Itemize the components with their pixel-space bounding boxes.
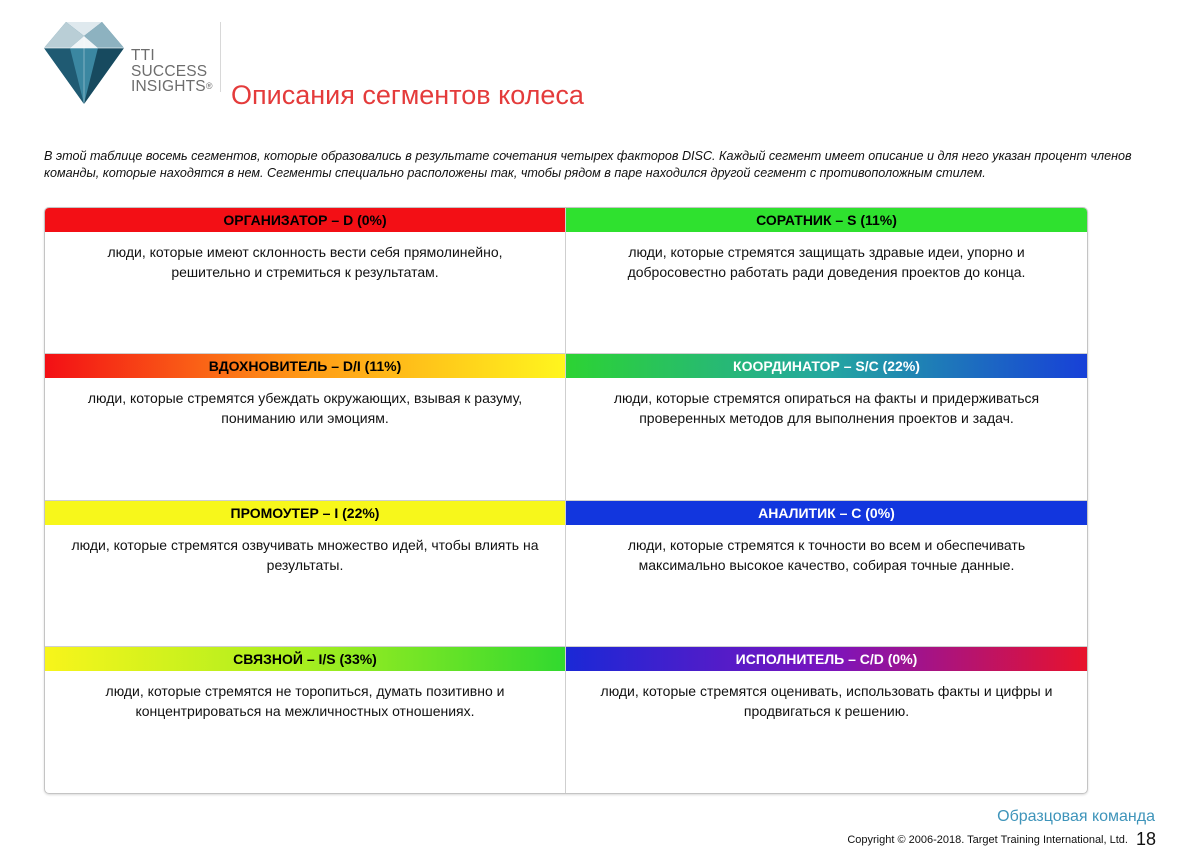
copyright-text: Copyright © 2006-2018. Target Training International, Ltd. [847, 834, 1128, 846]
segment-header: КООРДИНАТОР – S/C (22%) [566, 354, 1087, 378]
segment-header: ВДОХНОВИТЕЛЬ – D/I (11%) [45, 354, 565, 378]
logo-divider [220, 22, 221, 92]
segment-header: СВЯЗНОЙ – I/S (33%) [45, 647, 565, 671]
segments-table [44, 207, 1088, 794]
segment-coordinator [566, 354, 1087, 500]
segment-description: люди, которые стремятся убеждать окружающих, взывая к разуму, пониманию или эмоциям. [87, 390, 523, 427]
segment-description: люди, которые стремятся защищать здравые идеи, упорно и добросовестно работать ради доведения проектов до конца. [627, 244, 1026, 280]
brand-line-2: SUCCESS [131, 62, 208, 80]
segment-implementor [566, 647, 1087, 793]
segment-inspirer [45, 354, 566, 500]
segment-header: АНАЛИТИК – C (0%) [566, 501, 1087, 525]
segment-promoter [45, 501, 566, 647]
segment-description: люди, которые стремятся оценивать, использовать факты и цифры и продвигаться к решению. [600, 682, 1053, 719]
registered-mark: ® [205, 81, 213, 91]
segment-header: СОРАТНИК – S (11%) [566, 208, 1087, 232]
segment-organizer [45, 208, 566, 354]
segment-supporter [566, 208, 1087, 354]
segment-description: люди, которые стремятся не торопиться, думать позитивно и концентрироваться на межличностных отношениях. [105, 682, 505, 719]
page-number: 18 [1135, 829, 1156, 849]
segment-description: люди, которые стремятся к точности во всем и обеспечивать максимально высокое качество, собирая точные данные. [627, 536, 1026, 573]
segment-description: люди, которые стремятся озвучивать множество идей, чтобы влиять на результаты. [71, 536, 539, 573]
page-title: Описания сегментов колеса [231, 80, 584, 110]
brand-line-3: INSIGHTS [131, 78, 206, 95]
segment-analyzer [566, 501, 1087, 647]
segment-relater [45, 647, 566, 793]
intro-text: В этой таблице восемь сегментов, которые образовались в результате сочетания четырех факторов DISC. Каждый сегмент имеет описание и для него указан процент членов команды, которые находятся в нем. Сегменты специально расположены так, чтобы рядом в паре находился другой сегмент с противоположным стилем. [44, 149, 1132, 180]
segment-description: люди, которые стремятся опираться на факты и придерживаться проверенных методов для выполнения проектов и задач. [613, 390, 1040, 427]
segment-header: ПРОМОУТЕР – I (22%) [45, 501, 565, 525]
brand-wordmark [131, 48, 213, 95]
brand-line-1: TTI [131, 47, 155, 64]
segment-header: ОРГАНИЗАТОР – D (0%) [45, 208, 565, 232]
segment-description: люди, которые имеют склонность вести себя прямолинейно, решительно и стремиться к результатам. [107, 244, 503, 280]
segment-header: ИСПОЛНИТЕЛЬ – C/D (0%) [566, 647, 1087, 671]
copyright-line [847, 829, 1156, 850]
team-name: Образцовая команда [997, 808, 1155, 825]
